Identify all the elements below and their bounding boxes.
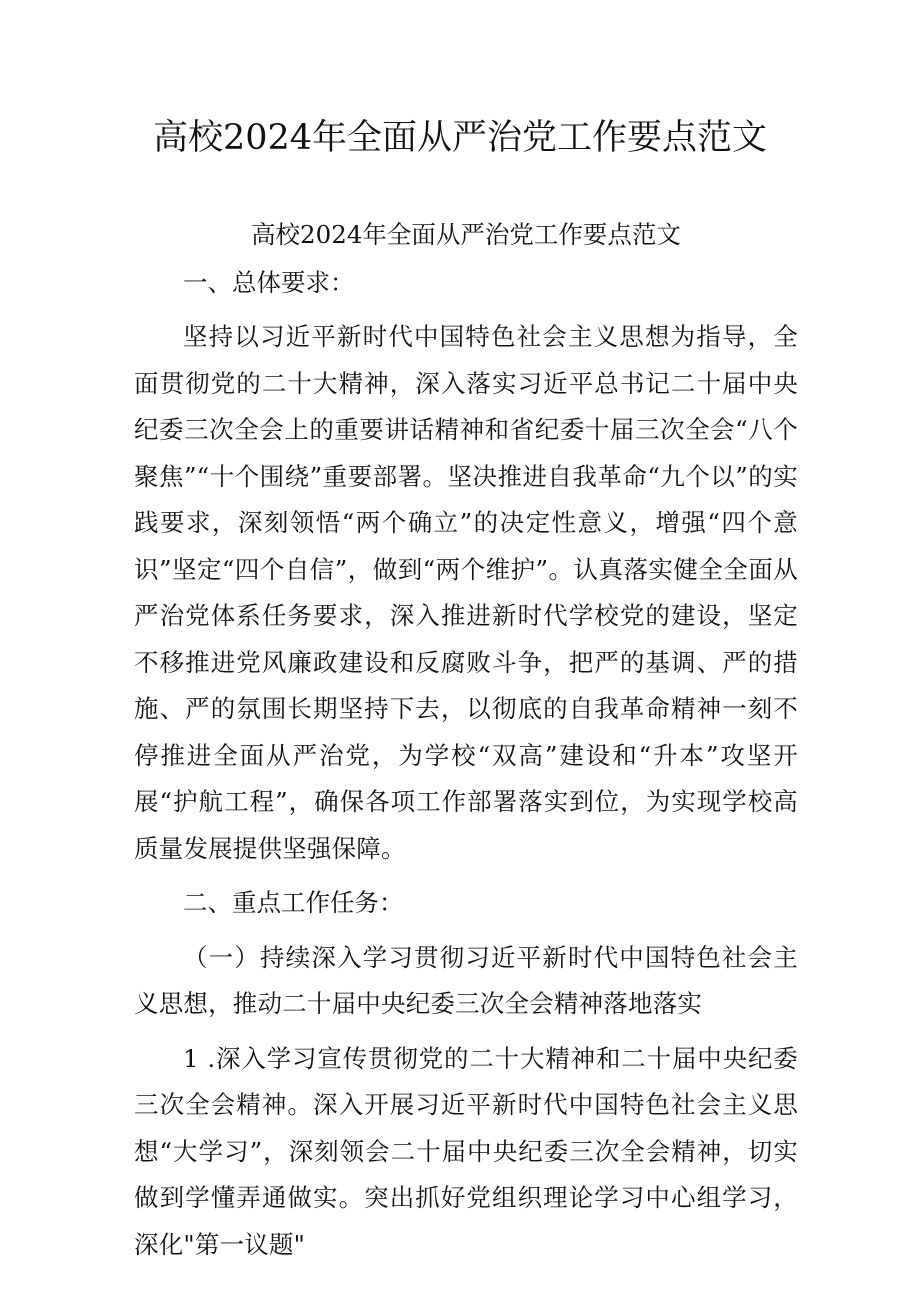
document-title: 高校2024年全面从严治党工作要点范文 [152,118,768,158]
section-body-general-requirements: 坚持以习近平新时代中国特色社会主义思想为指导，全面贯彻党的二十大精神，深入落实习近平总书记二十届中央纪委三次全会上的重要讲话精神和省纪委十届三次全会“八个聚焦”“十个围绕”重要部署。坚决推进自我革命“九个以”的实践要求，深刻领悟“两个确立”的决定性意义，增强“四个意识”坚定“四个自信”，做到“两个维护”。认真落实健全全面从严治党体系任务要求，深入推进新时代学校党的建设，坚定不移推进党风廉政建设和反腐败斗争，把严的基调、严的措施、严的氛围长期坚持下去，以彻底的自我革命精神一刻不停推进全面从严治党，为学校“双高”建设和“升本”攻坚开展“护航工程”，确保各项工作部署落实到位，为实现学校高质量发展提供坚强保障。 [134,322,798,863]
item-1-body: 1 .深入学习宣传贯彻党的二十大精神和二十届中央纪委三次全会精神。深入开展习近平新时代中国特色社会主义思想“大学习”，深刻领会二十届中央纪委三次全会精神，切实做到学懂弄通做实。突出抓好党组织理论学习中心组学习，深化"第一议题" [134,1043,798,1259]
document-body [134,212,798,1276]
section-heading-general-requirements: 一、总体要求： [183,267,355,297]
section-heading-key-tasks: 二、重点工作任务： [183,888,404,917]
subsection-heading-1: （一）持续深入学习贯彻习近平新时代中国特色社会主义思想，推动二十届中央纪委三次全会精神落地落实 [134,942,798,1018]
document-subtitle: 高校2024年全面从严治党工作要点范文 [251,220,681,249]
